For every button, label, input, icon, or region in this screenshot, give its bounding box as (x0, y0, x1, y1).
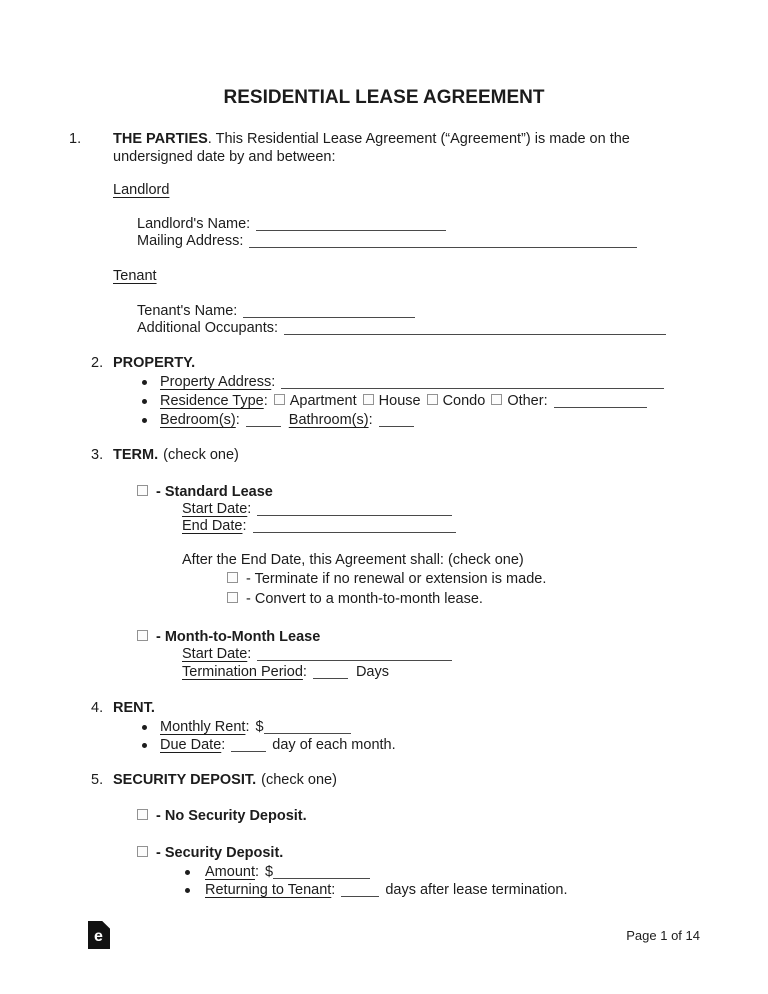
colon: : (254, 864, 260, 880)
section-parties-intro (69, 131, 697, 166)
standard-lease-label: - Standard Lease (156, 484, 273, 500)
section-deposit-heading: SECURITY DEPOSIT. (113, 772, 257, 788)
deposit-amount-blank[interactable] (273, 865, 370, 879)
end-date-label: End Date (182, 518, 243, 534)
m2m-start-date-blank[interactable] (257, 647, 452, 661)
colon: : (221, 737, 226, 753)
termination-period-label: Termination Period (182, 664, 303, 680)
terminate-option-checkbox[interactable] (227, 572, 238, 583)
colon: : (543, 393, 548, 409)
colon: : (263, 393, 268, 409)
residence-type-other-checkbox[interactable] (491, 394, 502, 405)
tenant-heading: Tenant (113, 268, 157, 284)
section-property-heading: PROPERTY. (113, 355, 196, 371)
convert-option-label: - Convert to a month-to-month lease. (246, 591, 483, 607)
bullet-icon (142, 743, 147, 748)
residence-option-other-label: Other (507, 393, 544, 409)
colon: : (235, 412, 240, 428)
terminate-option-label: - Terminate if no renewal or extension is made. (246, 571, 547, 587)
bullet-icon (142, 418, 147, 423)
returning-row (205, 882, 567, 900)
after-end-date-prompt: After the End Date, this Agreement shall: (check one) (182, 552, 524, 568)
convert-option-checkbox[interactable] (227, 592, 238, 603)
colon: : (302, 664, 307, 680)
term-check-one: (check one) (163, 447, 239, 463)
section-number: 3. (91, 447, 104, 463)
month-to-month-label: - Month-to-Month Lease (156, 629, 321, 645)
colon: : (247, 646, 252, 662)
landlord-name-row (137, 216, 446, 234)
colon: : (368, 412, 373, 428)
standard-lease-row (137, 484, 273, 502)
amount-label: Amount (205, 864, 255, 880)
m2m-start-date-row (182, 646, 452, 664)
month-to-month-checkbox[interactable] (137, 630, 148, 641)
section-number: 1. (69, 131, 82, 147)
section-rent-heading: RENT. (113, 700, 155, 716)
standard-end-date-row (182, 518, 456, 536)
tenant-name-row (137, 303, 415, 321)
section-term-heading: TERM. (113, 447, 159, 463)
due-date-label: Due Date (160, 737, 222, 753)
terminate-option-row (227, 571, 546, 589)
month-to-month-row (137, 629, 320, 647)
tenant-name-label: Tenant's Name (137, 303, 234, 319)
section-number: 4. (91, 700, 104, 716)
section-number: 2. (91, 355, 104, 371)
termination-period-row (182, 664, 389, 682)
residence-other-blank[interactable] (554, 394, 647, 408)
standard-start-date-blank[interactable] (257, 502, 452, 516)
currency-symbol: $ (265, 864, 274, 880)
section-term-heading-row (91, 447, 239, 465)
colon: : (331, 882, 336, 898)
mailing-address-row (137, 233, 637, 251)
property-address-label: Property Address (160, 374, 272, 390)
colon: : (247, 501, 252, 517)
residence-option-house: House (378, 393, 421, 409)
bullet-icon (185, 888, 190, 893)
colon: : (246, 216, 251, 232)
colon: : (271, 374, 276, 390)
deposit-amount-row (205, 864, 370, 882)
colon: : (274, 320, 279, 336)
landlord-name-blank[interactable] (256, 217, 446, 231)
section-parties-heading: THE PARTIES (113, 131, 208, 147)
currency-symbol: $ (255, 719, 264, 735)
additional-occupants-label: Additional Occupants (137, 320, 275, 336)
no-deposit-checkbox[interactable] (137, 809, 148, 820)
colon: : (245, 719, 250, 735)
section-property-heading-row (91, 355, 195, 373)
colon: : (233, 303, 238, 319)
section-number: 5. (91, 772, 104, 788)
monthly-rent-label: Monthly Rent (160, 719, 246, 735)
start-date-label: Start Date (182, 501, 248, 517)
termination-period-blank[interactable] (313, 665, 348, 679)
bed-bath-row (160, 412, 414, 430)
residence-option-condo: Condo (442, 393, 486, 409)
bullet-icon (142, 380, 147, 385)
bedrooms-blank[interactable] (246, 413, 281, 427)
residence-option-apartment: Apartment (289, 393, 357, 409)
residence-type-condo-checkbox[interactable] (427, 394, 438, 405)
colon: : (239, 233, 244, 249)
page-title: RESIDENTIAL LEASE AGREEMENT (223, 87, 545, 108)
start-date-label: Start Date (182, 646, 248, 662)
deposit-label: - Security Deposit. (156, 845, 284, 861)
deposit-row (137, 845, 283, 863)
monthly-rent-row (160, 719, 351, 737)
no-deposit-row (137, 808, 307, 826)
days-suffix: Days (355, 664, 389, 680)
landlord-name-label: Landlord's Name (137, 216, 247, 232)
property-address-row (160, 374, 664, 392)
tenant-name-blank[interactable] (243, 304, 415, 318)
property-address-blank[interactable] (281, 375, 664, 389)
returning-days-blank[interactable] (341, 883, 379, 897)
colon: : (242, 518, 247, 534)
additional-occupants-row (137, 320, 666, 338)
additional-occupants-blank[interactable] (284, 321, 666, 335)
residence-type-label: Residence Type (160, 393, 264, 409)
due-date-suffix: day of each month. (272, 737, 396, 753)
bathrooms-blank[interactable] (379, 413, 414, 427)
no-deposit-label: - No Security Deposit. (156, 808, 307, 824)
section-rent-heading-row (91, 700, 155, 718)
due-date-blank[interactable] (231, 738, 266, 752)
bullet-icon (142, 399, 147, 404)
residence-type-row (160, 393, 647, 411)
deposit-check-one: (check one) (261, 772, 337, 788)
bullet-icon (185, 870, 190, 875)
landlord-heading: Landlord (113, 182, 170, 198)
svg-text:e: e (94, 928, 103, 945)
returning-suffix: days after lease termination. (385, 882, 568, 898)
standard-end-date-blank[interactable] (253, 519, 456, 533)
section-parties-text: . This Residential Lease Agreement (“Agreement”) is made on the undersigned date by and between: (113, 131, 630, 165)
mailing-address-blank[interactable] (249, 234, 637, 248)
bathrooms-label: Bathroom(s) (288, 412, 369, 428)
returning-label: Returning to Tenant (205, 882, 332, 898)
standard-start-date-row (182, 501, 452, 519)
monthly-rent-blank[interactable] (264, 720, 351, 734)
bullet-icon (142, 725, 147, 730)
standard-lease-checkbox[interactable] (137, 485, 148, 496)
page-number-label: Page 1 of 14 (626, 928, 700, 943)
section-deposit-heading-row (91, 772, 337, 790)
due-date-row (160, 737, 396, 755)
bedrooms-label: Bedroom(s) (160, 412, 236, 428)
residence-type-apartment-checkbox[interactable] (274, 394, 285, 405)
residence-type-house-checkbox[interactable] (363, 394, 374, 405)
mailing-address-label: Mailing Address (137, 233, 240, 249)
convert-option-row (227, 591, 483, 609)
deposit-checkbox[interactable] (137, 846, 148, 857)
